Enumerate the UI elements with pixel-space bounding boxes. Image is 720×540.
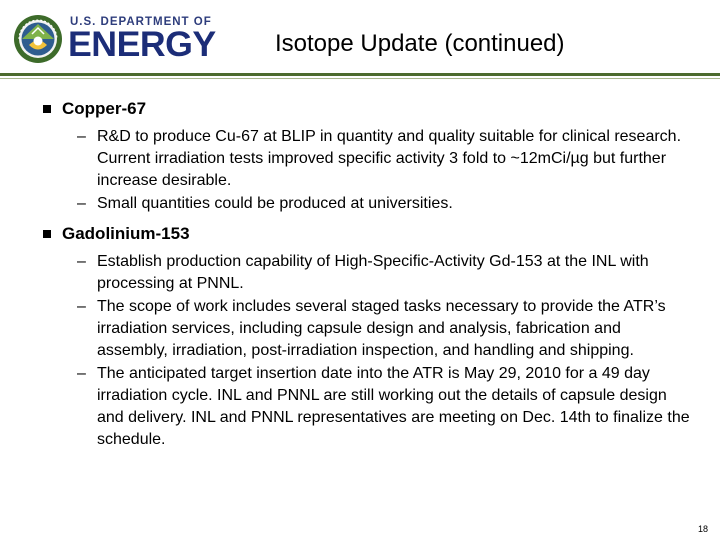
slide-title: Isotope Update (continued): [275, 30, 565, 57]
list-item-text: Small quantities could be produced at universities.: [97, 195, 453, 212]
header-rule-thin: [0, 78, 720, 79]
energy-wordmark: ENERGY: [68, 25, 216, 64]
list-item-text: Establish production capability of High-Specific-Activity Gd-153 at the INL with processing at PNNL.: [97, 253, 649, 292]
section-heading-text: Copper-67: [62, 99, 147, 118]
dash-bullet-icon: –: [77, 298, 86, 315]
slide-body: [40, 98, 690, 459]
list-item: [40, 193, 690, 215]
list-item: [40, 296, 690, 362]
doe-seal-icon: [13, 14, 63, 64]
slide-header: [0, 0, 720, 80]
section-copper-67: [40, 98, 690, 215]
dash-bullet-icon: –: [77, 253, 86, 270]
list-item: [40, 251, 690, 295]
bullet-list: [40, 251, 690, 451]
dash-bullet-icon: –: [77, 365, 86, 382]
bullet-list: [40, 126, 690, 215]
list-item: [40, 126, 690, 192]
list-item: [40, 363, 690, 451]
section-heading-text: Gadolinium-153: [62, 224, 190, 243]
list-item-text: The scope of work includes several staged tasks necessary to provide the ATR’s irradiation services, including capsule design and analysis, fabrication and assembly, irradiation, post-irradiation inspection, and handling and shipping.: [97, 298, 666, 359]
department-line: U.S. DEPARTMENT OF: [70, 16, 212, 28]
page-number: 18: [697, 524, 708, 534]
section-heading: [40, 98, 690, 120]
section-heading: [40, 223, 690, 245]
list-item-text: R&D to produce Cu-67 at BLIP in quantity and quality suitable for clinical research. Current irradiation tests improved specific activity 3 fold to ~12mCi/µg but further increase desirable.: [97, 128, 682, 189]
header-rule: [0, 73, 720, 76]
list-item-text: The anticipated target insertion date into the ATR is May 29, 2010 for a 49 day irradiation cycle. INL and PNNL are still working out the details of capsule design and delivery. INL and PNNL representatives are meeting on Dec. 14th to finalize the schedule.: [97, 365, 690, 448]
square-bullet-icon: [43, 230, 51, 238]
dash-bullet-icon: –: [77, 195, 86, 212]
section-gadolinium-153: [40, 223, 690, 451]
dash-bullet-icon: –: [77, 128, 86, 145]
square-bullet-icon: [43, 105, 51, 113]
